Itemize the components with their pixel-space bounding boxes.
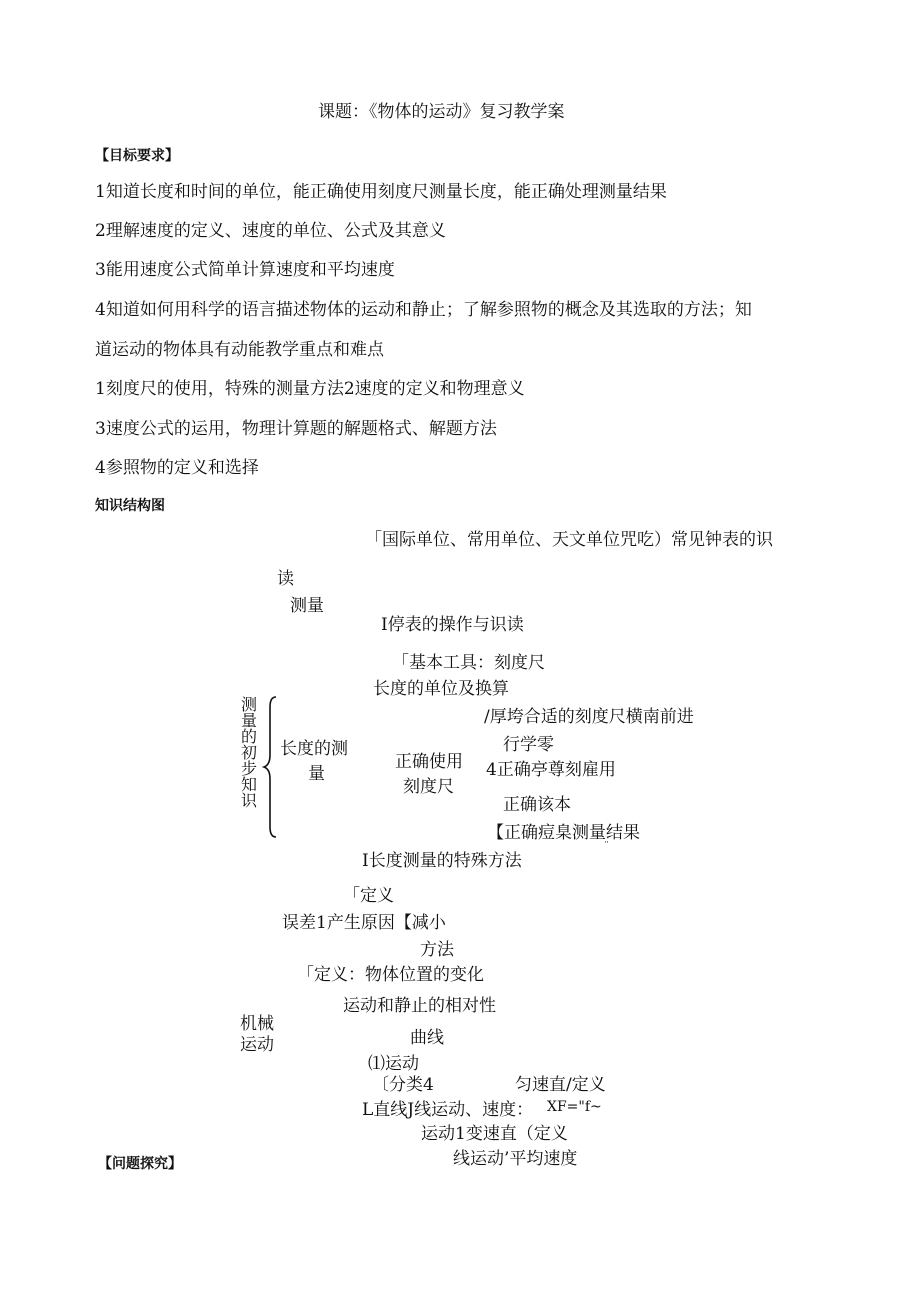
diagram-basic-tool: 「基本工具：刻度尺 bbox=[392, 653, 545, 673]
section-structure-heading: 知识结构图 bbox=[95, 498, 165, 514]
diagram-straight: L直线J线运动、速度： bbox=[362, 1100, 534, 1120]
diagram-correct-use-1: 正确使用 bbox=[395, 752, 463, 772]
left-brace-icon bbox=[262, 695, 282, 840]
diagram-average: 线运动’平均速度 bbox=[453, 1149, 578, 1169]
diagram-motion1: ⑴运动 bbox=[368, 1054, 419, 1074]
section-goals-heading: 【目标要求】 bbox=[95, 148, 179, 164]
goal-line-5: 道运动的物体具有动能教学重点和难点 bbox=[95, 340, 384, 360]
diagram-correct-use4: 4正确亭尊刻雇用 bbox=[486, 760, 616, 780]
key-point-line-1: 1刻度尺的使用，特殊的测量方法2速度的定义和物理意义 bbox=[95, 379, 525, 399]
diagram-formula: XF="f~ bbox=[547, 1099, 602, 1115]
page-title: 课题：《物体的运动》复习教学案 bbox=[318, 102, 565, 122]
diagram-stopwatch: I停表的操作与识读 bbox=[381, 615, 524, 635]
diagram-measure: 测量 bbox=[290, 596, 324, 616]
diagram-mechanical-2: 运动 bbox=[240, 1035, 274, 1055]
diagram-uniform: 匀速直/定义 bbox=[515, 1075, 606, 1095]
key-point-line-2: 3速度公式的运用，物理计算题的解题格式、解题方法 bbox=[95, 419, 497, 439]
goal-line-2: 2理解速度的定义、速度的单位、公式及其意义 bbox=[95, 221, 446, 241]
diagram-special-methods: I长度测量的特殊方法 bbox=[362, 851, 522, 871]
goal-line-4: 4知道如何用科学的语言描述物体的运动和静止；了解参照物的概念及其选取的方法；知 bbox=[95, 300, 752, 320]
diagram-correct-read: 正确该本 bbox=[503, 795, 571, 815]
diagram-length-units: 长度的单位及换算 bbox=[373, 679, 509, 699]
diagram-correct-use-2: 刻度尺 bbox=[403, 777, 454, 797]
diagram-measure-basics: 测量的初步知识 bbox=[240, 695, 257, 810]
section-explore-heading: 【问题探究】 bbox=[98, 1156, 182, 1172]
diagram-motion-def: 「定义：物体位置的变化 bbox=[297, 965, 484, 985]
diagram-classify: 〔分类4 bbox=[372, 1075, 434, 1095]
diagram-mechanical-1: 机械 bbox=[240, 1014, 274, 1034]
diagram-error-line: 误差1产生原因【减小 bbox=[282, 913, 446, 933]
diagram-curve: 曲线 bbox=[410, 1028, 444, 1048]
goal-line-3: 3能用速度公式简单计算速度和平均速度 bbox=[95, 260, 395, 280]
diagram-correct-record: 【正确痘臬测量结果 bbox=[487, 823, 640, 843]
goal-line-1: 1知道长度和时间的单位，能正确使用刻度尺测量长度，能正确处理测量结果 bbox=[95, 182, 667, 202]
diagram-length-measure-1: 长度的测 bbox=[280, 739, 348, 759]
diagram-choose-ruler: /厚垮合适的刻度尺横南前进 bbox=[484, 707, 694, 727]
diagram-tick-mark: ¨ bbox=[604, 841, 609, 852]
diagram-error-def: 「定义 bbox=[343, 886, 394, 906]
diagram-method: 方法 bbox=[420, 940, 454, 960]
diagram-relativity: 运动和静止的相对性 bbox=[343, 996, 496, 1016]
diagram-row-zero: 行学零 bbox=[503, 735, 554, 755]
diagram-read: 读 bbox=[277, 569, 294, 589]
diagram-length-measure-2: 量 bbox=[308, 764, 325, 784]
diagram-variable: 运动1变速直（定义 bbox=[421, 1124, 568, 1144]
diagram-time-units: 「国际单位、常用单位、天文单位咒吃）常见钟表的识 bbox=[365, 530, 773, 550]
key-point-line-3: 4参照物的定义和选择 bbox=[95, 458, 259, 478]
